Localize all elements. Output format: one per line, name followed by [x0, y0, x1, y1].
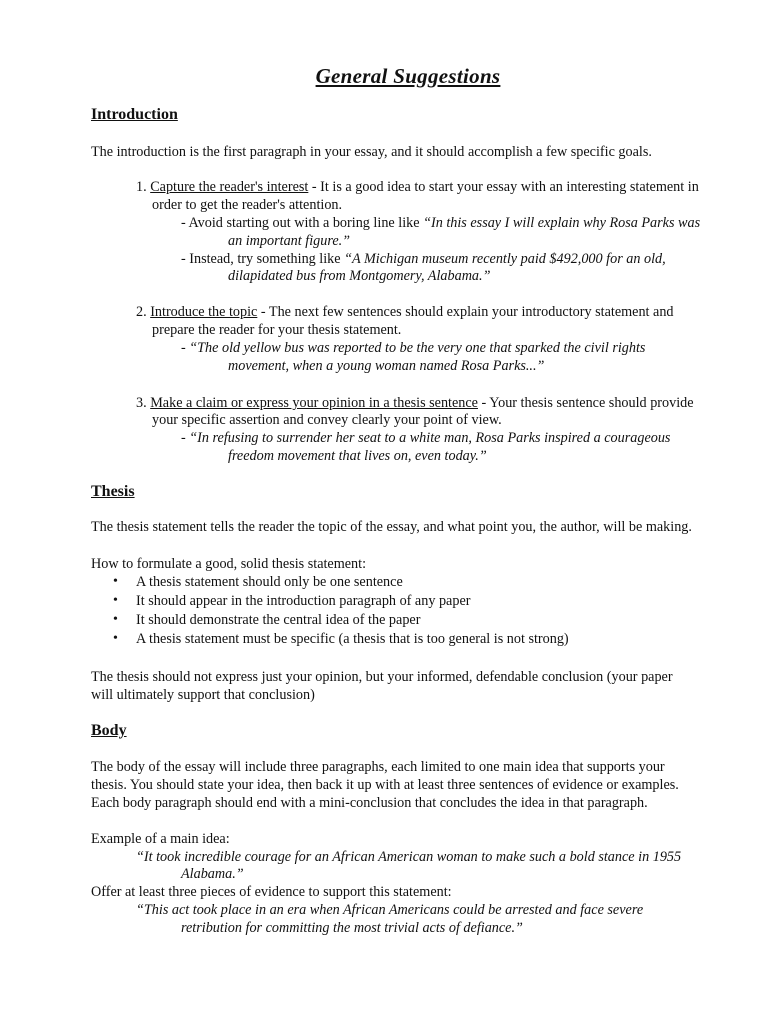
intro-item-1-sub1 [181, 214, 700, 232]
item-number: 2. [136, 304, 147, 320]
sub-prefix: - [181, 430, 190, 446]
intro-item-1-line2: order to get the reader's attention. [152, 197, 343, 213]
item-text: - It is a good idea to start your essay with an interesting statement in [308, 179, 699, 195]
item-label: Make a claim or express your opinion in a thesis sentence [150, 395, 478, 411]
intro-item-2-line2: prepare the reader for your thesis statement. [152, 322, 402, 338]
sub-prefix: - [181, 340, 190, 356]
evidence-quote-line1: “This act took place in an era when African Americans could be arrested and face severe [136, 902, 644, 918]
sub-prefix: - Instead, try something like [181, 251, 345, 267]
thesis-paragraph-3-line2: will ultimately support that conclusion) [91, 687, 315, 703]
body-paragraph-line3: Each body paragraph should end with a mini-conclusion that concludes the idea in that paragraph. [91, 795, 648, 811]
thesis-bullet-1: A thesis statement should only be one sentence [136, 574, 403, 590]
item-text: - Your thesis sentence should provide [477, 395, 694, 411]
example-label: Example of a main idea: [91, 831, 230, 847]
item-number: 1. [136, 179, 147, 195]
intro-item-2-sub1 [181, 339, 645, 357]
sub-prefix: - Avoid starting out with a boring line like [181, 215, 424, 231]
introduction-heading: Introduction [91, 106, 178, 123]
bullet-icon: • [113, 593, 118, 608]
intro-item-3-sub1-cont: freedom movement that lives on, even today.” [228, 448, 487, 464]
intro-item-1-sub2-cont: dilapidated bus from Montgomery, Alabama.” [228, 268, 491, 284]
thesis-paragraph-2: How to formulate a good, solid thesis statement: [91, 556, 367, 572]
intro-item-3-line1 [136, 394, 694, 412]
bullet-icon: • [113, 631, 118, 646]
thesis-paragraph-3-line1: The thesis should not express just your opinion, but your informed, defendable conclusion (your paper [91, 669, 673, 685]
item-label: Capture the reader's interest [150, 179, 309, 195]
sub-quote: “In this essay I will explain why Rosa Parks was [423, 215, 701, 231]
intro-item-1-line1 [136, 178, 699, 196]
item-number: 3. [136, 395, 147, 411]
body-paragraph-line2: thesis. You should state your idea, then back it up with at least three sentences of evidence or examples. [91, 777, 679, 793]
thesis-bullet-3: It should demonstrate the central idea of the paper [136, 612, 421, 628]
body-heading: Body [91, 722, 127, 739]
evidence-quote-line2: retribution for committing the most trivial acts of defiance.” [181, 920, 523, 936]
thesis-heading: Thesis [91, 483, 135, 500]
bullet-icon: • [113, 574, 118, 589]
introduction-lead: The introduction is the first paragraph in your essay, and it should accomplish a few specific goals. [91, 144, 652, 160]
sub-quote: “In refusing to surrender her seat to a white man, Rosa Parks inspired a courageous [189, 430, 671, 446]
thesis-bullet-2: It should appear in the introduction paragraph of any paper [136, 593, 471, 609]
intro-item-3-sub1 [181, 429, 670, 447]
thesis-bullet-4: A thesis statement must be specific (a thesis that is too general is not strong) [136, 631, 569, 647]
item-label: Introduce the topic [150, 304, 258, 320]
sub-quote: “The old yellow bus was reported to be the very one that sparked the civil rights [189, 340, 646, 356]
intro-item-3-line2: your specific assertion and convey clearly your point of view. [152, 412, 502, 428]
intro-item-1-sub1-cont: an important figure.” [228, 233, 351, 249]
evidence-label: Offer at least three pieces of evidence to support this statement: [91, 884, 452, 900]
intro-item-2-sub1-cont: movement, when a young woman named Rosa Parks...” [228, 358, 545, 374]
bullet-icon: • [113, 612, 118, 627]
example-quote-line1: “It took incredible courage for an African American woman to make such a bold stance in 1955 [136, 849, 682, 865]
page-title: General Suggestions [315, 64, 501, 88]
item-text: - The next few sentences should explain your introductory statement and [257, 304, 674, 320]
example-quote-line2: Alabama.” [181, 866, 244, 882]
body-paragraph-line1: The body of the essay will include three paragraphs, each limited to one main idea that supports your [91, 759, 665, 775]
thesis-paragraph-1: The thesis statement tells the reader the topic of the essay, and what point you, the author, will be making. [91, 519, 692, 535]
intro-item-1-sub2 [181, 250, 666, 268]
sub-quote: “A Michigan museum recently paid $492,000 for an old, [344, 251, 666, 267]
intro-item-2-line1 [136, 303, 674, 321]
